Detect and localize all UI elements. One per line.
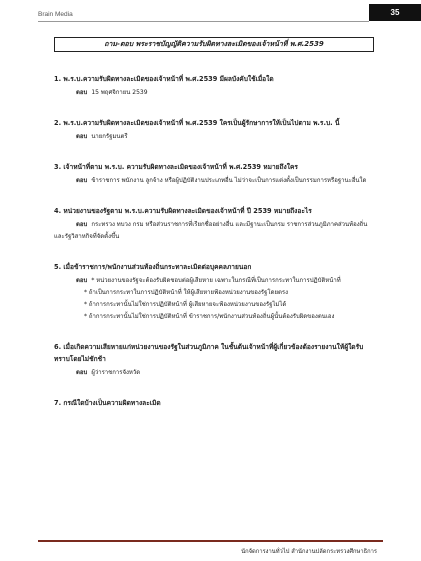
question-text: 6. เมื่อเกิดความเสียหายแก่หน่วยงานของรัฐในส่วนภูมิภาค ในชั้นต้นเจ้าหน้าที่ผู้เกี่ยวข้องต้องรายงานให้ผู้ใดรับทราบโดยไม่ชักช้า — [54, 343, 364, 363]
answer-value: กระทรวง ทบวง กรม หรือส่วนราชการที่เรียกชื่ออย่างอื่น และมีฐานะเป็นกรม ราชการส่วนภูมิภาคส่วนท้องถิ่นและรัฐวิสาหกิจที่จัดตั้งขึ้น — [54, 221, 368, 240]
bullet-item: * ถ้าเป็นการกระทาในการปฏิบัติหน้าที่ ให้ผู้เสียหายฟ้องหน่วยงานของรัฐโดยตรง — [84, 289, 289, 296]
answer-text — [54, 175, 374, 187]
bullet-item: * ถ้าการกระทานั้นไม่ใช่การปฏิบัติหน้าที่ ข้าราชการ/พนักงานส่วนท้องถิ่นผู้นั้นต้องรับผิดของตนเอง — [84, 313, 335, 320]
answer-label: ตอบ — [76, 221, 88, 228]
qa-item-3 — [54, 161, 374, 187]
answer-label: ตอบ — [76, 369, 88, 376]
qa-item-2 — [54, 117, 374, 143]
brand-label: Brain Media — [38, 11, 73, 18]
answer-label: ตอบ — [76, 133, 88, 140]
question-text: 4. หน่วยงานของรัฐตาม พ.ร.บ.ความรับผิดทางละเมิดของเจ้าหน้าที่ ปี 2539 หมายถึงอะไร — [54, 207, 312, 215]
answer-label: ตอบ — [76, 277, 88, 284]
qa-list — [54, 73, 374, 409]
qa-item-6 — [54, 341, 374, 379]
question-text: 7. กรณีใดบ้างเป็นความผิดทางละเมิด — [54, 399, 161, 407]
qa-item-7 — [54, 397, 374, 409]
question-text: 2. พ.ร.บ.ความรับผิดทางละเมิดของเจ้าหน้าที่ พ.ศ.2539 ใครเป็นผู้รักษาการให้เป็นไปตาม พ.ร.บ. นี้ — [54, 119, 340, 127]
footer-text: นักจัดการงานทั่วไป สำนักงานปลัดกระทรวงศึกษาธิการ — [241, 549, 377, 555]
qa-item-4 — [54, 205, 374, 243]
question-text: 3. เจ้าหน้าที่ตาม พ.ร.บ. ความรับผิดทางละเมิดของเจ้าหน้าที่ พ.ศ.2539 หมายถึงใคร — [54, 163, 298, 171]
answer-text — [76, 367, 374, 379]
footer-divider — [38, 540, 383, 542]
answer-text — [54, 219, 374, 243]
question-text: 5. เมื่อข้าราชการ/พนักงานส่วนท้องถิ่นกระทาละเมิดต่อบุคคลภายนอก — [54, 263, 252, 271]
answer-value: ผู้ว่าราชการจังหวัด — [91, 369, 141, 376]
question-text: 1. พ.ร.บ.ความรับผิดทางละเมิดของเจ้าหน้าที่ พ.ศ.2539 มีผลบังคับใช้เมื่อใด — [54, 75, 274, 83]
bullet-item: * ถ้าการกระทานั้นไม่ใช่การปฏิบัติหน้าที่ ผู้เสียหายจะฟ้องหน่วยงานของรัฐไม่ได้ — [84, 301, 287, 308]
answer-label: ตอบ — [76, 89, 88, 96]
answer-text — [76, 87, 374, 99]
answer-value: นายกรัฐมนตรี — [91, 133, 128, 140]
answer-value: 15 พฤศจิกายน 2539 — [91, 89, 148, 96]
answer-text — [76, 131, 374, 143]
qa-item-1 — [54, 73, 374, 99]
answer-value: * หน่วยงานของรัฐจะต้องรับผิดชอบต่อผู้เสียหาย เฉพาะในกรณีที่เป็นการกระทาในการปฏิบัติหน้าที่ — [91, 277, 341, 284]
page-number-badge: 35 — [369, 4, 421, 21]
answer-label: ตอบ — [76, 177, 88, 184]
header-divider — [38, 21, 369, 22]
answer-text — [54, 275, 374, 287]
page-title: ถาม-ตอบ พระราชบัญญัติความรับผิดทางละเมิดของเจ้าหน้าที่ พ.ศ.2539 — [54, 37, 374, 52]
answer-value: ข้าราชการ พนักงาน ลูกจ้าง หรือผู้ปฏิบัติงานประเภทอื่น ไม่ว่าจะเป็นการแต่งตั้งเป็นกรรมการหรือฐานะอื่นใด — [91, 177, 367, 184]
qa-item-5 — [54, 261, 374, 323]
